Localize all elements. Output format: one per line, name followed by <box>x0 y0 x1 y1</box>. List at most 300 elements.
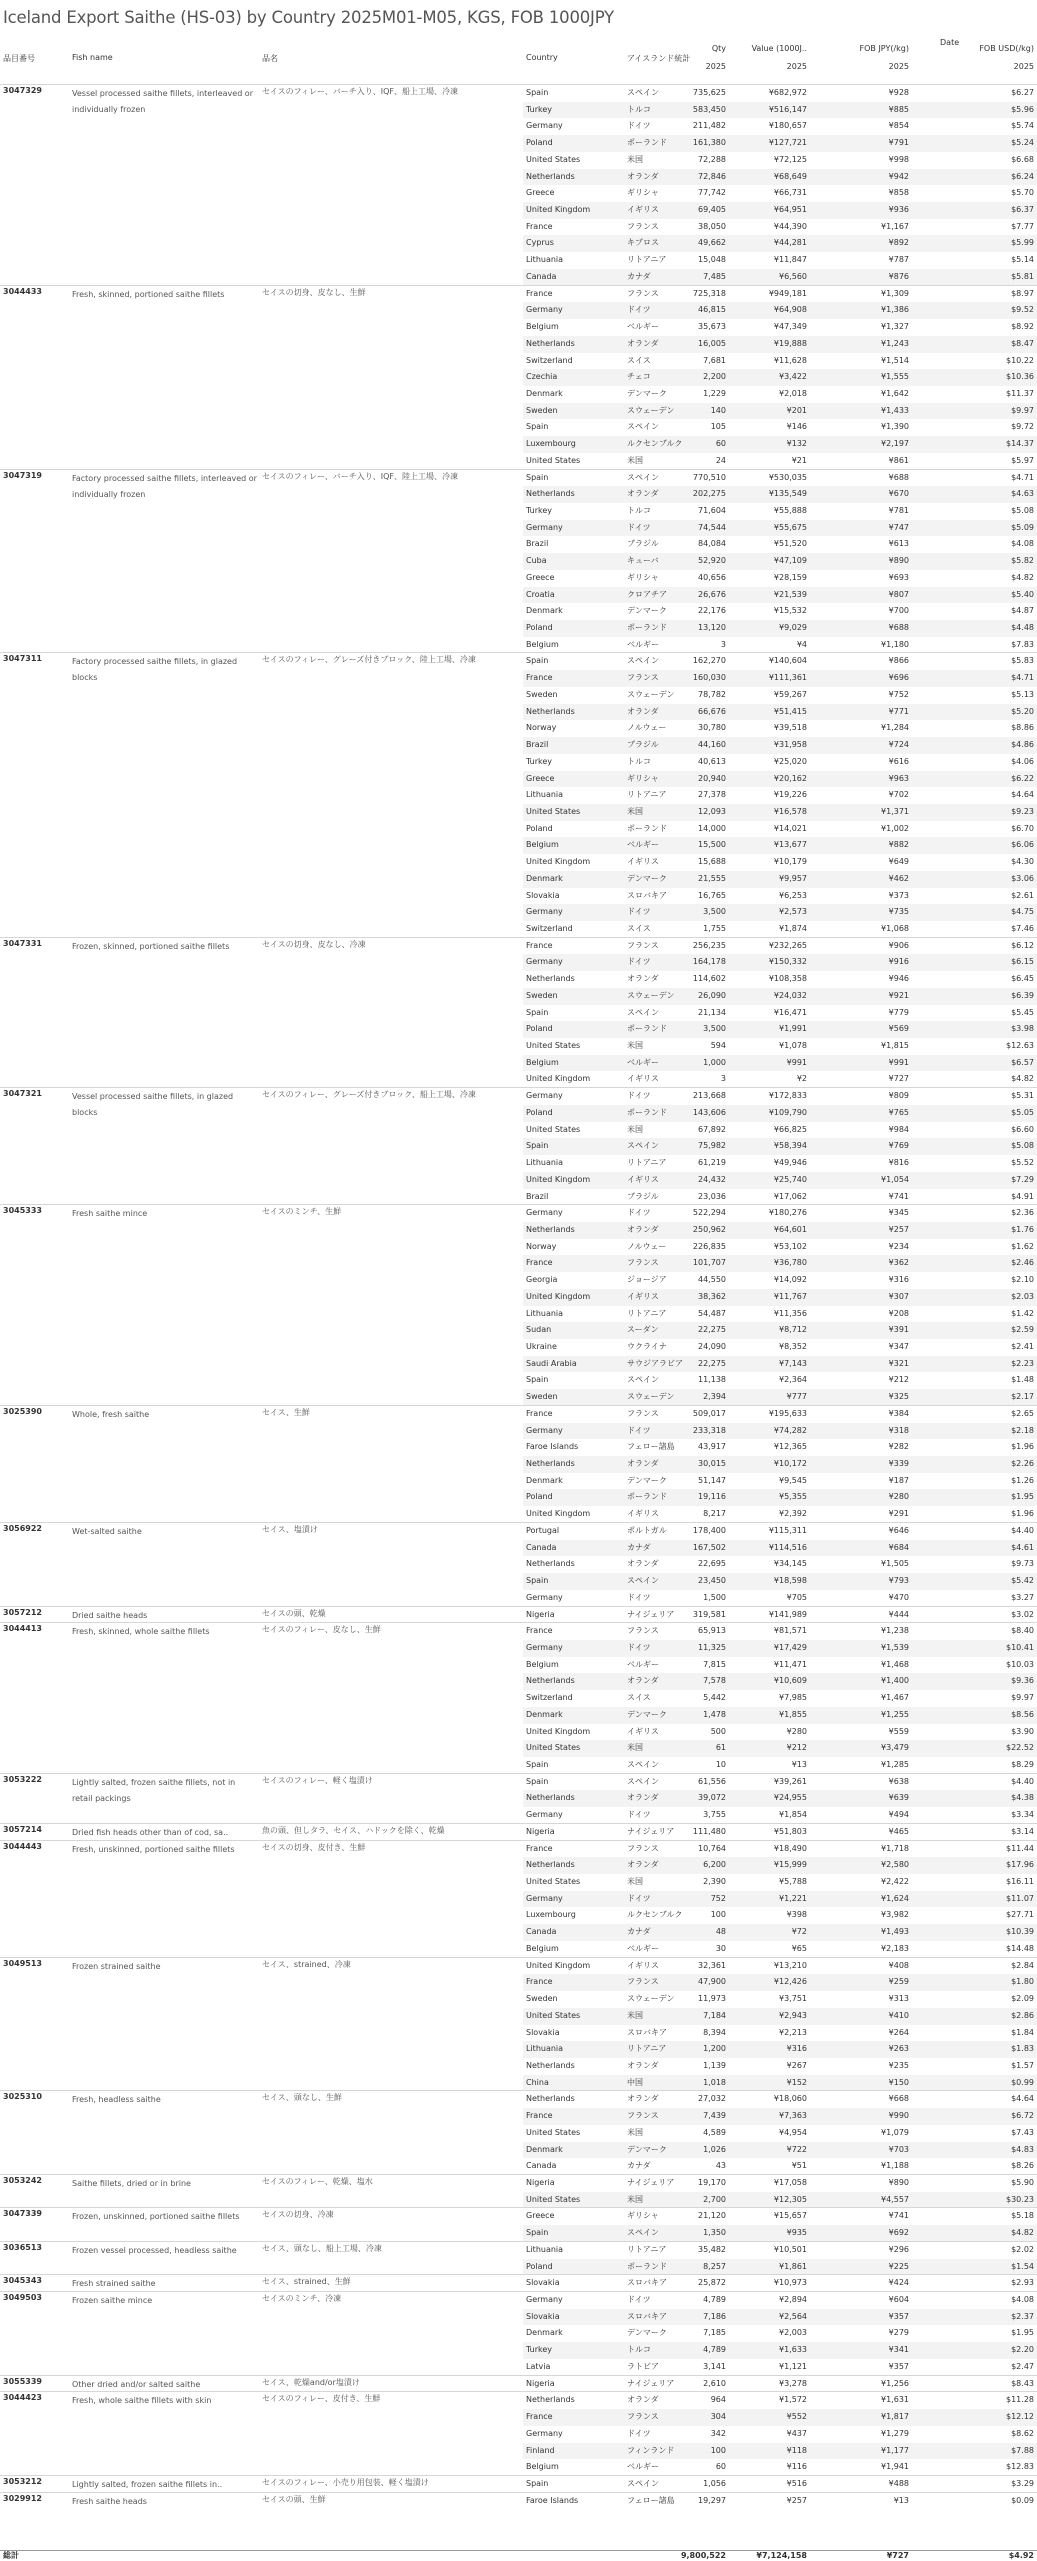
qty-cell: 594 <box>710 1041 726 1051</box>
country-cell: Germany <box>526 522 563 532</box>
value-cell: ¥2,364 <box>779 1375 807 1385</box>
value-cell: ¥72,125 <box>773 154 807 164</box>
fish-name-ja: セイスのフィレー、グレーズ付きブロック、陸上工場、冷凍 <box>262 655 476 665</box>
country-ja-cell: ブラジル <box>627 1191 659 1201</box>
country-cell: Denmark <box>526 1709 563 1719</box>
fob-usd-cell: $12.12 <box>1006 2412 1034 2422</box>
qty-cell: 226,835 <box>692 1241 726 1251</box>
table-row <box>523 1189 1037 1206</box>
fob-usd-cell: $5.70 <box>1011 188 1034 198</box>
value-cell: ¥2,573 <box>779 907 807 917</box>
value-cell: ¥705 <box>786 1592 807 1602</box>
qty-cell: 22,695 <box>698 1559 726 1569</box>
qty-cell: 1,139 <box>703 2060 726 2070</box>
qty-cell: 8,394 <box>703 2027 726 2037</box>
value-cell: ¥13 <box>791 1759 807 1769</box>
country-ja-cell: スロバキア <box>627 890 667 900</box>
fob-jpy-cell: ¥688 <box>888 472 909 482</box>
fob-usd-cell: $12.63 <box>1006 1041 1034 1051</box>
country-ja-cell: ギリシャ <box>627 572 659 582</box>
hs-code: 3044413 <box>3 1624 42 1634</box>
country-cell: Greece <box>526 188 555 198</box>
country-cell: United Kingdom <box>526 1509 591 1519</box>
country-ja-cell: オランダ <box>627 1459 659 1469</box>
fob-jpy-cell: ¥1,468 <box>881 1659 909 1669</box>
value-cell: ¥516,147 <box>768 104 807 114</box>
country-ja-cell: ポーランド <box>627 623 667 633</box>
fob-jpy-cell: ¥313 <box>888 1994 909 2004</box>
qty-cell: 319,581 <box>692 1609 726 1619</box>
qty-cell: 1,200 <box>703 2044 726 2054</box>
table-row <box>523 2476 1037 2493</box>
fish-name: Whole, fresh saithe <box>72 1409 150 1419</box>
table-row <box>523 219 1037 236</box>
fob-jpy-cell: ¥1,514 <box>881 355 909 365</box>
fob-jpy-header[interactable]: FOB JPY(/kg) <box>859 44 909 53</box>
country-ja-cell: 米国 <box>627 455 643 465</box>
hs-code: 3025310 <box>3 2092 42 2102</box>
fish-name: Fresh, skinned, whole saithe fillets <box>72 1627 210 1637</box>
fob-jpy-cell: ¥890 <box>888 556 909 566</box>
qty-cell: 23,450 <box>698 1576 726 1586</box>
country-cell: United Kingdom <box>526 857 591 867</box>
fob-usd-cell: $9.52 <box>1011 305 1034 315</box>
qty-cell: 342 <box>710 2428 726 2438</box>
fob-usd-cell: $0.99 <box>1011 2077 1034 2087</box>
qty-cell: 4,789 <box>703 2295 726 2305</box>
table-row <box>523 2459 1037 2476</box>
country-cell: Denmark <box>526 2328 563 2338</box>
fob-usd-cell: $3.14 <box>1011 1826 1034 1836</box>
qty-cell: 7,186 <box>703 2311 726 2321</box>
fish-name: Vessel processed saithe fillets, in glazed blocks <box>72 1092 234 1118</box>
qty-cell: 35,482 <box>698 2244 726 2254</box>
country-cell: Lithuania <box>526 790 564 800</box>
qty-cell: 19,297 <box>698 2495 726 2505</box>
qty-cell: 7,485 <box>703 271 726 281</box>
value-cell: ¥3,751 <box>779 1994 807 2004</box>
product-group <box>0 2274 1037 2292</box>
fob-jpy-cell: ¥1,309 <box>881 288 909 298</box>
country-cell: United States <box>526 806 581 816</box>
hs-code: 3025390 <box>3 1406 42 1416</box>
fob-usd-cell: $5.99 <box>1011 238 1034 248</box>
qty-cell: 72,288 <box>698 154 726 164</box>
qty-cell: 3,755 <box>703 1810 726 1820</box>
country-cell: France <box>526 288 553 298</box>
table-row <box>523 1205 1037 1222</box>
fob-usd-cell: $4.08 <box>1011 539 1034 549</box>
fish-name-ja: セイス、乾燥and/or塩漬け <box>262 2377 360 2387</box>
table-row <box>523 1122 1037 1139</box>
fob-usd-cell: $5.20 <box>1011 706 1034 716</box>
fob-jpy-cell: ¥1,327 <box>881 322 909 332</box>
fob-usd-cell: $14.37 <box>1006 439 1034 449</box>
fob-usd-cell: $5.42 <box>1011 1576 1034 1586</box>
fob-jpy-cell: ¥257 <box>888 1224 909 1234</box>
country-cell: Spain <box>526 2228 549 2238</box>
fish-name-ja: セイスのフィレー、軽く塩漬け <box>262 1775 373 1785</box>
qty-cell: 20,940 <box>698 773 726 783</box>
value-cell: ¥1,633 <box>779 2345 807 2355</box>
country-cell: Turkey <box>526 756 553 766</box>
value-cell: ¥11,628 <box>773 355 807 365</box>
table-row <box>523 2075 1037 2092</box>
country-cell: Netherlands <box>526 1793 575 1803</box>
country-cell: Spain <box>526 1007 549 1017</box>
country-cell: Slovakia <box>526 2311 560 2321</box>
country-cell: Germany <box>526 2428 563 2438</box>
country-cell: Turkey <box>526 505 553 515</box>
fob-usd-cell: $8.56 <box>1011 1709 1034 1719</box>
fob-jpy-cell: ¥991 <box>888 1057 909 1067</box>
qty-cell: 11,325 <box>698 1642 726 1652</box>
qty-cell: 48 <box>715 1927 726 1937</box>
fob-usd-cell: $5.08 <box>1011 505 1034 515</box>
fob-jpy-cell: ¥569 <box>888 1024 909 1034</box>
country-ja-cell: ノルウェー <box>627 1241 667 1251</box>
country-ja-cell: フランス <box>627 1843 659 1853</box>
country-cell: Denmark <box>526 388 563 398</box>
value-cell: ¥109,790 <box>768 1107 807 1117</box>
table-row <box>523 2242 1037 2259</box>
table-row <box>523 2091 1037 2108</box>
value-cell: ¥1,078 <box>779 1041 807 1051</box>
value-cell: ¥18,060 <box>773 2094 807 2104</box>
table-row <box>523 419 1037 436</box>
value-year: 2025 <box>786 62 807 71</box>
fob-jpy-cell: ¥688 <box>888 623 909 633</box>
qty-cell: 32,361 <box>698 1960 726 1970</box>
fob-usd-cell: $3.02 <box>1011 1609 1034 1619</box>
country-header[interactable]: Country <box>526 53 558 62</box>
value-cell: ¥682,972 <box>768 88 807 97</box>
qty-cell: 11,973 <box>698 1994 726 2004</box>
hs-code: 3045333 <box>3 1206 42 1216</box>
country-ja-cell: リトアニア <box>627 2244 667 2254</box>
fob-jpy-cell: ¥1,256 <box>881 2378 909 2388</box>
fob-usd-cell: $16.11 <box>1006 1877 1034 1887</box>
fob-jpy-cell: ¥347 <box>888 1341 909 1351</box>
value-cell: ¥15,532 <box>773 606 807 616</box>
table-row <box>523 737 1037 754</box>
fob-jpy-cell: ¥1,068 <box>881 923 909 933</box>
fob-usd-cell: $6.57 <box>1011 1057 1034 1067</box>
country-ja-cell: オランダ <box>627 974 659 984</box>
qty-cell: 100 <box>710 1910 726 1920</box>
country-cell: Sweden <box>526 405 558 415</box>
country-ja-cell: ラトビア <box>627 2361 659 2371</box>
country-cell: France <box>526 940 553 950</box>
fob-jpy-cell: ¥263 <box>888 2044 909 2054</box>
fob-usd-cell: $9.73 <box>1011 1559 1034 1569</box>
fob-jpy-cell: ¥321 <box>888 1358 909 1368</box>
fob-usd-cell: $6.37 <box>1011 205 1034 215</box>
fob-usd-cell: $5.83 <box>1011 656 1034 666</box>
value-cell: ¥81,571 <box>773 1626 807 1636</box>
country-cell: Belgium <box>526 1057 559 1067</box>
country-cell: Saudi Arabia <box>526 1358 577 1368</box>
fob-usd-cell: $1.95 <box>1011 1492 1034 1502</box>
country-cell: Brazil <box>526 1191 549 1201</box>
fob-jpy-cell: ¥1,941 <box>881 2462 909 2472</box>
table-row <box>523 118 1037 135</box>
country-cell: France <box>526 1408 553 1418</box>
value-cell: ¥195,633 <box>768 1408 807 1418</box>
fob-jpy-cell: ¥1,243 <box>881 338 909 348</box>
table-row <box>523 1657 1037 1674</box>
hs-code: 3047331 <box>3 938 42 948</box>
qty-cell: 24,432 <box>698 1174 726 1184</box>
fob-jpy-cell: ¥1,284 <box>881 723 909 733</box>
fob-usd-cell: $1.84 <box>1011 2027 1034 2037</box>
product-group <box>0 2291 1037 2376</box>
fob-usd-cell: $10.36 <box>1006 372 1034 382</box>
value-cell: ¥28,159 <box>773 572 807 582</box>
qty-cell: 11,138 <box>698 1375 726 1385</box>
fish-name: Fresh saithe heads <box>72 2496 147 2506</box>
fob-jpy-cell: ¥639 <box>888 1793 909 1803</box>
date-header: Date <box>940 38 960 47</box>
table-row <box>523 1506 1037 1523</box>
value-cell: ¥49,946 <box>773 1158 807 1168</box>
qty-header[interactable]: Qty <box>711 44 726 53</box>
country-cell: Belgium <box>526 1943 559 1953</box>
fish-name: Frozen vessel processed, headless saithe <box>72 2245 237 2255</box>
qty-cell: 22,275 <box>698 1325 726 1335</box>
fish-name-header[interactable]: Fish name <box>72 53 113 62</box>
country-cell: Poland <box>526 823 553 833</box>
qty-cell: 27,378 <box>698 790 726 800</box>
hs-code-header[interactable]: 品目番号 <box>3 54 35 63</box>
fob-jpy-cell: ¥921 <box>888 990 909 1000</box>
table-row <box>523 536 1037 553</box>
fish-name-ja: セイス、塩漬け <box>262 1524 318 1534</box>
fish-name-ja-header[interactable]: 品名 <box>262 54 278 63</box>
fob-jpy-cell: ¥616 <box>888 756 909 766</box>
fob-usd-cell: $4.82 <box>1011 572 1034 582</box>
fish-name-ja: セイス、頭なし、生鮮 <box>262 2093 342 2103</box>
hs-code: 3049503 <box>3 2293 42 2303</box>
fob-jpy-cell: ¥391 <box>888 1325 909 1335</box>
table-row <box>523 988 1037 1005</box>
country-ja-cell: ベルギー <box>627 840 659 850</box>
table-row <box>523 503 1037 520</box>
fob-usd-header[interactable]: FOB USD(/kg) <box>979 44 1034 53</box>
country-cell: United States <box>526 1877 581 1887</box>
value-cell: ¥118 <box>786 2445 807 2455</box>
country-ja-header[interactable]: アイスランド統計 <box>627 54 691 63</box>
table-row <box>523 837 1037 854</box>
table-row <box>523 1974 1037 1991</box>
country-ja-cell: ポーランド <box>627 1107 667 1117</box>
fob-jpy-cell: ¥1,180 <box>881 639 909 649</box>
value-cell: ¥51,803 <box>773 1826 807 1836</box>
country-ja-cell: 米国 <box>627 1877 643 1887</box>
country-ja-cell: ドイツ <box>627 1425 651 1435</box>
value-cell: ¥777 <box>786 1392 807 1402</box>
country-ja-cell: イギリス <box>627 1291 659 1301</box>
fob-jpy-cell: ¥1,054 <box>881 1174 909 1184</box>
fob-jpy-cell: ¥259 <box>888 1977 909 1987</box>
value-cell: ¥2,943 <box>779 2010 807 2020</box>
fob-usd-cell: $4.08 <box>1011 2295 1034 2305</box>
country-cell: Poland <box>526 1024 553 1034</box>
qty-cell: 72,846 <box>698 171 726 181</box>
country-ja-cell: スウェーデン <box>627 1994 675 2004</box>
product-group <box>0 1773 1037 1824</box>
country-ja-cell: ベルギー <box>627 1057 659 1067</box>
value-cell: ¥201 <box>786 405 807 415</box>
country-cell: France <box>526 2111 553 2121</box>
product-group <box>0 1840 1037 1958</box>
value-cell: ¥55,675 <box>773 522 807 532</box>
fob-jpy-cell: ¥928 <box>888 88 909 97</box>
qty-cell: 15,048 <box>698 255 726 265</box>
value-cell: ¥17,058 <box>773 2178 807 2187</box>
hs-code: 3057212 <box>3 1607 42 1617</box>
country-ja-cell: ドイツ <box>627 907 651 917</box>
country-ja-cell: スペイン <box>627 422 659 432</box>
fob-usd-cell: $5.90 <box>1011 2178 1034 2187</box>
fob-jpy-cell: ¥2,422 <box>881 1877 909 1887</box>
fob-usd-cell: $6.70 <box>1011 823 1034 833</box>
country-ja-cell: リトアニア <box>627 1308 667 1318</box>
value-header[interactable]: Value (1000J.. <box>751 44 807 53</box>
table-row <box>523 520 1037 537</box>
product-group <box>0 1087 1037 1205</box>
fob-usd-cell: $3.27 <box>1011 1592 1034 1602</box>
fob-usd-cell: $5.96 <box>1011 104 1034 114</box>
fob-usd-cell: $11.28 <box>1006 2395 1034 2405</box>
fob-usd-cell: $22.52 <box>1006 1743 1034 1753</box>
qty-cell: 105 <box>710 422 726 432</box>
value-cell: ¥39,261 <box>773 1776 807 1786</box>
qty-cell: 1,229 <box>703 388 726 398</box>
fob-jpy-cell: ¥1,390 <box>881 422 909 432</box>
fob-usd-cell: $8.92 <box>1011 322 1034 332</box>
product-group <box>0 937 1037 1088</box>
value-cell: ¥14,092 <box>773 1275 807 1285</box>
table-row <box>523 670 1037 687</box>
country-ja-cell: サウジアラビア <box>627 1358 683 1368</box>
value-cell: ¥10,501 <box>773 2244 807 2254</box>
value-cell: ¥11,767 <box>773 1291 807 1301</box>
product-group <box>0 2174 1037 2208</box>
hs-code: 3053222 <box>3 1774 42 1784</box>
value-cell: ¥7,143 <box>779 1358 807 1368</box>
country-ja-cell: 米国 <box>627 154 643 164</box>
qty-cell: 143,606 <box>692 1107 726 1117</box>
fob-usd-cell: $4.61 <box>1011 1542 1034 1552</box>
value-cell: ¥10,179 <box>773 857 807 867</box>
country-ja-cell: スペイン <box>627 1776 659 1786</box>
fish-name-ja: セイスのフィレー、バーチ入り、IQF、陸上工場、冷凍 <box>262 471 458 481</box>
qty-cell: 65,913 <box>698 1626 726 1636</box>
value-cell: ¥1,854 <box>779 1810 807 1820</box>
qty-cell: 61,219 <box>698 1158 726 1168</box>
table-row <box>523 2359 1037 2376</box>
fob-usd-cell: $2.03 <box>1011 1291 1034 1301</box>
country-cell: Germany <box>526 1893 563 1903</box>
fish-name-ja: セイスのフィレー、小売り用包装、軽く塩漬け <box>262 2477 429 2487</box>
fish-name: Saithe fillets, dried or in brine <box>72 2179 191 2188</box>
qty-cell: 7,184 <box>703 2010 726 2020</box>
fob-jpy-cell: ¥345 <box>888 1208 909 1218</box>
country-ja-cell: ルクセンブルク <box>627 1910 683 1920</box>
hs-code: 3049513 <box>3 1958 42 1968</box>
country-ja-cell: ポーランド <box>627 138 667 148</box>
table-row <box>523 754 1037 771</box>
country-cell: China <box>526 2077 549 2087</box>
table-row <box>523 1991 1037 2008</box>
value-cell: ¥4,954 <box>779 2127 807 2137</box>
value-cell: ¥1,221 <box>779 1893 807 1903</box>
qty-cell: 8,257 <box>703 2261 726 2271</box>
fish-name-ja: 魚の頭、但しタラ、セイス、ハドックを除く、乾燥 <box>262 1825 445 1835</box>
value-cell: ¥212 <box>786 1743 807 1753</box>
qty-cell: 75,982 <box>698 1141 726 1151</box>
fob-jpy-cell: ¥13 <box>893 2495 909 2505</box>
table-row <box>523 2208 1037 2225</box>
qty-cell: 30,015 <box>698 1459 726 1469</box>
fish-name: Fresh, skinned, portioned saithe fillets <box>72 289 225 299</box>
fob-usd-cell: $5.14 <box>1011 255 1034 265</box>
country-ja-cell: スイス <box>627 1693 651 1703</box>
value-cell: ¥1,855 <box>779 1709 807 1719</box>
qty-cell: 52,920 <box>698 556 726 566</box>
country-ja-cell: オランダ <box>627 2094 659 2104</box>
table-row <box>523 2041 1037 2058</box>
country-cell: France <box>526 221 553 231</box>
country-ja-cell: フランス <box>627 1408 659 1418</box>
country-cell: Sweden <box>526 990 558 1000</box>
hs-code: 3029912 <box>3 2493 42 2503</box>
country-cell: Lithuania <box>526 1308 564 1318</box>
qty-cell: 10 <box>715 1759 726 1769</box>
table-row <box>523 1824 1037 1841</box>
value-cell: ¥17,429 <box>773 1642 807 1652</box>
product-group <box>0 1606 1037 1624</box>
table-row <box>523 1740 1037 1757</box>
country-cell: France <box>526 1626 553 1636</box>
table-row <box>523 1289 1037 1306</box>
fob-jpy-cell: ¥727 <box>888 1074 909 1084</box>
country-cell: Spain <box>526 656 549 666</box>
fish-name: Fresh, whole saithe fillets with skin <box>72 2396 212 2406</box>
country-cell: Spain <box>526 1576 549 1586</box>
country-ja-cell: スウェーデン <box>627 689 675 699</box>
country-cell: Faroe Islands <box>526 2495 579 2505</box>
country-cell: Turkey <box>526 104 553 114</box>
fob-usd-cell: $4.71 <box>1011 673 1034 683</box>
fob-jpy-cell: ¥882 <box>888 840 909 850</box>
qty-cell: 114,602 <box>692 974 726 984</box>
country-cell: Belgium <box>526 2462 559 2472</box>
country-cell: Portugal <box>526 1525 560 1535</box>
country-ja-cell: オランダ <box>627 2060 659 2070</box>
qty-cell: 2,200 <box>703 372 726 382</box>
table-row <box>523 2392 1037 2409</box>
fob-usd-cell: $2.20 <box>1011 2345 1034 2355</box>
fob-jpy-cell: ¥307 <box>888 1291 909 1301</box>
table-row <box>523 135 1037 152</box>
value-cell: ¥64,601 <box>773 1224 807 1234</box>
table-row <box>523 2008 1037 2025</box>
value-cell: ¥1,874 <box>779 923 807 933</box>
value-cell: ¥51,415 <box>773 706 807 716</box>
country-cell: Denmark <box>526 1475 563 1485</box>
